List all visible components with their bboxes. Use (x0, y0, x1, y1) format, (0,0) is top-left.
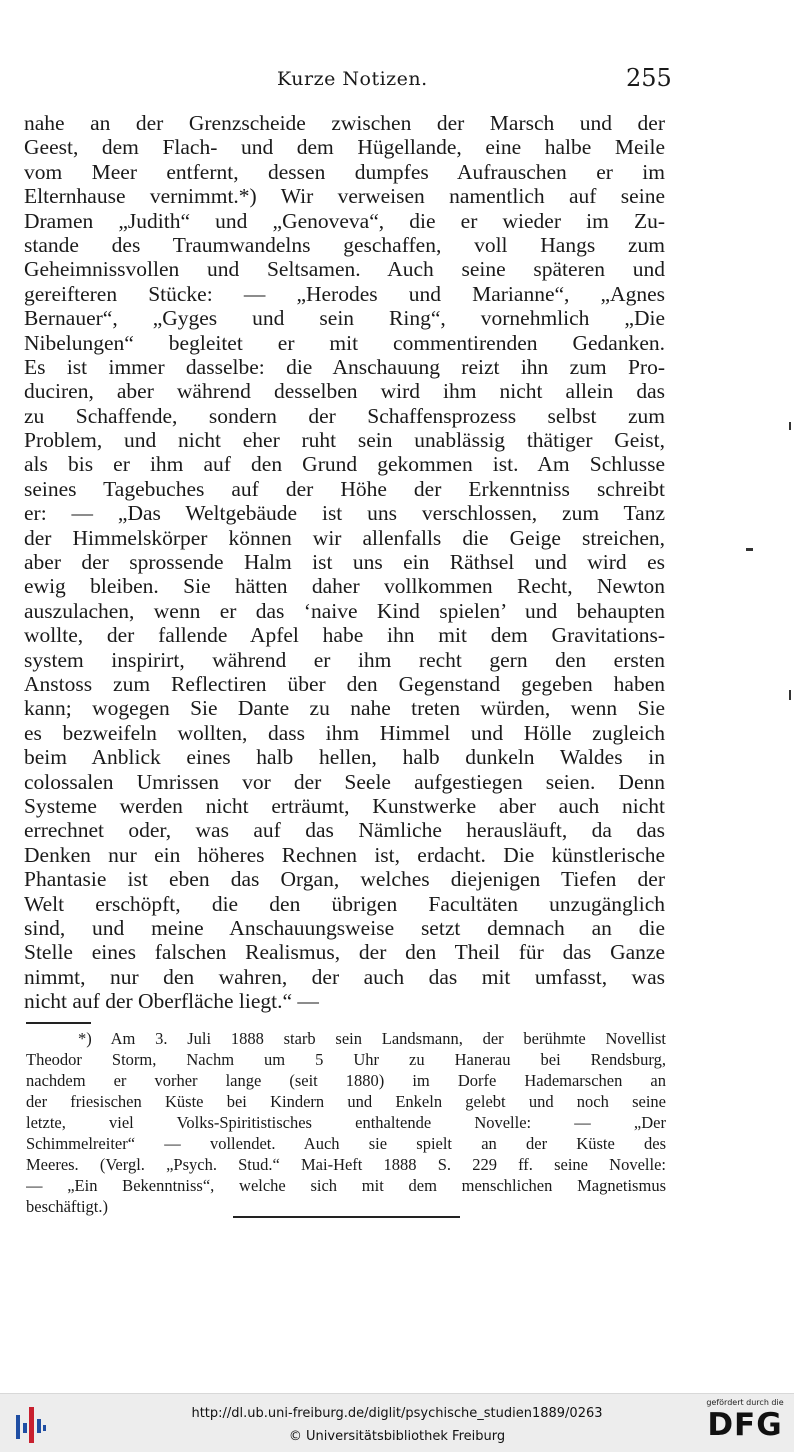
footnote-line: der friesischen Küste bei Kindern und Enkeln gelebt und noch seine (26, 1092, 666, 1111)
page-number: 255 (626, 64, 672, 92)
body-line: es bezweifeln wollten, dass ihm Himmel und Hölle zugleich (24, 720, 665, 745)
body-line: Geest, dem Flach- und dem Hügellande, eine halbe Meile (24, 135, 665, 160)
margin-mark (789, 690, 791, 700)
footnote-line: *) Am 3. Juli 1888 starb sein Landsmann, der berühmte Novellist (78, 1029, 666, 1048)
dfg-tagline: gefördert durch die (706, 1398, 784, 1407)
body-line: ewig bleiben. Sie hätten daher vollkommen Recht, Newton (24, 574, 665, 599)
margin-mark (746, 548, 753, 551)
body-line: nimmt, nur den wahren, der auch das mit umfasst, was (24, 964, 665, 989)
body-line: Dramen „Judith“ und „Genoveva“, die er wieder im Zu- (24, 208, 665, 233)
body-line: Systeme werden nicht erträumt, Kunstwerke aber auch nicht (24, 793, 665, 818)
body-line: seines Tagebuches auf der Höhe der Erkenntniss schreibt (24, 476, 665, 501)
footer-copyright: © Universitätsbibliothek Freiburg (288, 1429, 506, 1444)
body-line: er: — „Das Weltgebäude ist uns verschlossen, zum Tanz (24, 501, 665, 526)
body-text (24, 111, 665, 1013)
body-line: vom Meer entfernt, dessen dumpfes Aufrauschen er im (24, 159, 665, 184)
body-line: Anstoss zum Reflectiren über den Gegenstand gegeben haben (24, 671, 665, 696)
footnote-line: nachdem er vorher lange (seit 1880) im Dorfe Hademarschen an (26, 1071, 666, 1090)
body-line: Welt erschöpft, die den übrigen Facultäten unzugänglich (24, 891, 665, 916)
body-line: auszulachen, wenn er das ‘naive Kind spielen’ und behaupten (24, 598, 665, 623)
footnote (26, 1028, 666, 1217)
footnote-line: Meeres. (Vergl. „Psych. Stud.“ Mai-Heft 1888 S. 229 ff. seine Novelle: (26, 1155, 666, 1174)
footnote-line: beschäftigt.) (26, 1197, 109, 1216)
body-line: nahe an der Grenzscheide zwischen der Marsch und der (24, 111, 665, 135)
footnote-line: Theodor Storm, Nachm um 5 Uhr zu Hanerau bei Rendsburg, (26, 1050, 666, 1069)
body-line: Bernauer“, „Gyges und sein Ring“, vornehmlich „Die (24, 306, 665, 331)
body-line: Elternhause vernimmt.*) Wir verweisen namentlich auf seine (24, 184, 665, 209)
body-line: nicht auf der Oberfläche liegt.“ — (24, 989, 319, 1014)
body-line: Geheimnissvollen und Seltsamen. Auch seine späteren und (24, 257, 665, 282)
footnote-line: — „Ein Bekenntniss“, welche sich mit dem menschlichen Magnetismus (26, 1176, 666, 1195)
body-line: aber der sprossende Halm ist uns ein Räthsel und wird es (24, 550, 665, 575)
footer-bar (0, 1393, 794, 1452)
body-line: gereifteren Stücke: — „Herodes und Marianne“, „Agnes (24, 281, 665, 306)
margin-mark (789, 422, 791, 430)
footer-url-link[interactable]: http://dl.ub.uni-freiburg.de/diglit/psychische_studien1889/0263 (191, 1406, 603, 1421)
body-line: als bis er ihm auf den Grund gekommen ist. Am Schlusse (24, 452, 665, 477)
body-line: Phantasie ist eben das Organ, welches diejenigen Tiefen der (24, 867, 665, 892)
body-line: der Himmelskörper können wir allenfalls die Geige streichen, (24, 525, 665, 550)
footnote-separator (26, 1022, 91, 1024)
body-line: colossalen Umrissen vor der Seele aufgestiegen seien. Denn (24, 769, 665, 794)
body-line: beim Anblick eines halb hellen, halb dunkeln Waldes in (24, 745, 665, 770)
body-line: sind, und meine Anschauungsweise setzt demnach an die (24, 915, 665, 940)
body-line: Nibelungen“ begleitet er mit commentirenden Gedanken. (24, 330, 665, 355)
body-line: Stelle eines falschen Realismus, der den Theil für das Ganze (24, 940, 665, 965)
running-title: Kurze Notizen. (277, 68, 428, 90)
body-line: Problem, und nicht eher ruht sein unablässig thätiger Geist, (24, 428, 665, 453)
dfg-logo-text: DFG (707, 1407, 783, 1443)
body-line: Denken nur ein höheres Rechnen ist, erdacht. Die künstlerische (24, 842, 665, 867)
body-line: stande des Traumwandelns geschaffen, voll Hangs zum (24, 232, 665, 257)
dfg-logo[interactable] (702, 1398, 788, 1448)
body-line: Es ist immer dasselbe: die Anschauung reizt ihn zum Pro- (24, 354, 665, 379)
section-end-rule (233, 1216, 460, 1218)
body-line: kann; wogegen Sie Dante zu nahe treten würden, wenn Sie (24, 696, 665, 721)
body-line: zu Schaffende, sondern der Schaffensprozess selbst zum (24, 403, 665, 428)
body-line: wollte, der fallende Apfel habe ihn mit dem Gravitations- (24, 623, 665, 648)
footnote-line: Schimmelreiter“ — vollendet. Auch sie spielt an der Küste des (26, 1134, 666, 1153)
body-line: system inspirirt, während er ihm recht gern den ersten (24, 647, 665, 672)
footnote-line: letzte, viel Volks-Spiritistisches enthaltende Novelle: — „Der (26, 1113, 666, 1132)
page-header (0, 64, 794, 100)
body-line: duciren, aber während desselben wird ihm nicht allein das (24, 379, 665, 404)
body-line: errechnet oder, was auf das Nämliche herausläuft, da das (24, 818, 665, 843)
